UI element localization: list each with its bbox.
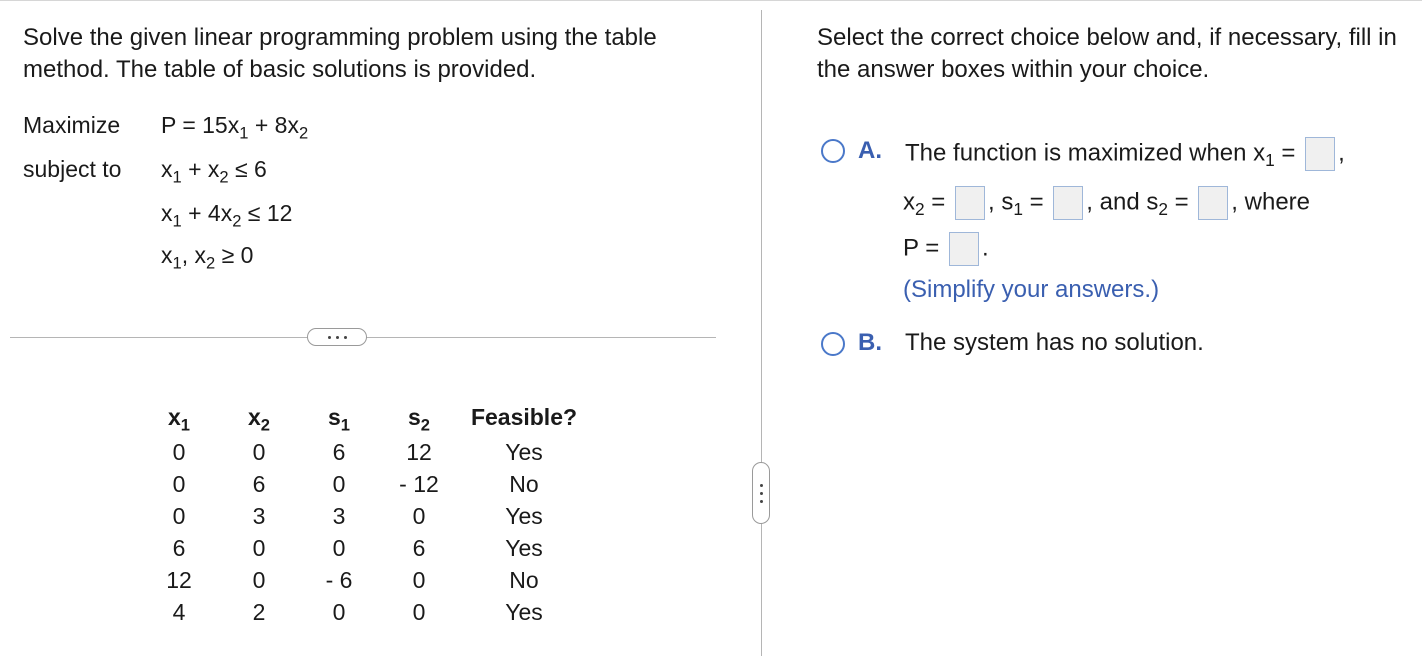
table-cell: 0: [412, 567, 426, 593]
option-a-letter: A.: [858, 137, 882, 164]
expand-more-button[interactable]: [307, 328, 367, 346]
table-cell: 0: [172, 439, 186, 465]
ellipsis-icon: [760, 484, 763, 487]
table-row: [139, 500, 589, 532]
option-a-line1: The function is maximized when $x_1$ = ,: [905, 137, 1345, 171]
constraint-2: $x_1 + 4x_2 \le 12$: [161, 200, 293, 231]
p-answer-box[interactable]: [949, 232, 979, 266]
table-cell: 6: [172, 535, 186, 561]
table-cell: 3: [252, 503, 266, 529]
table-header-row: [139, 398, 589, 436]
basic-solutions-table: [139, 398, 589, 628]
table-row: [139, 564, 589, 596]
table-cell: 12: [166, 567, 192, 593]
table-cell: 0: [252, 439, 266, 465]
x1-answer-box[interactable]: [1305, 137, 1335, 171]
option-a-radio[interactable]: [821, 139, 845, 163]
table-cell: Yes: [505, 535, 543, 561]
header-feasible: Feasible?: [470, 404, 578, 430]
table-cell: 0: [252, 535, 266, 561]
constraint-1: $x_1 + x_2 \le 6$: [161, 156, 267, 187]
problem-instructions: Solve the given linear programming problem using the table method. The table of basic solutions is provided.: [23, 24, 657, 83]
table-cell: 6: [252, 471, 266, 497]
header-x2: $x_2$: [248, 404, 270, 435]
table-row: [139, 596, 589, 628]
table-cell: 0: [412, 503, 426, 529]
table-cell: 6: [412, 535, 426, 561]
table-cell: 0: [172, 503, 186, 529]
table-cell: No: [509, 471, 539, 497]
header-s1: $s_1$: [328, 404, 350, 435]
ellipsis-icon: [328, 336, 331, 339]
table-cell: Yes: [505, 503, 543, 529]
table-row: [139, 468, 589, 500]
table-cell: Yes: [505, 439, 543, 465]
vertical-divider: [761, 10, 762, 656]
table-cell: 3: [332, 503, 346, 529]
maximize-label: Maximize: [23, 112, 121, 138]
header-s2: $s_2$: [408, 404, 430, 435]
option-b-text: The system has no solution.: [905, 329, 1204, 356]
table-cell: No: [509, 567, 539, 593]
objective-function: $P = 15x_1 + 8x_2$: [161, 112, 309, 143]
table-cell: 0: [332, 535, 346, 561]
table-cell: 0: [412, 599, 426, 625]
option-a-line3: P = .: [903, 232, 989, 266]
table-row: [139, 436, 589, 468]
pane-resize-handle[interactable]: [752, 462, 770, 524]
table-cell: 2: [252, 599, 266, 625]
table-cell: 0: [332, 471, 346, 497]
table-cell: 4: [172, 599, 186, 625]
table-cell: 6: [332, 439, 346, 465]
table-cell: 12: [406, 439, 432, 465]
x2-answer-box[interactable]: [955, 186, 985, 220]
s1-answer-box[interactable]: [1053, 186, 1083, 220]
table-cell: - 12: [399, 471, 439, 497]
constraint-nonneg: $x_1$, $x_2 \ge 0$: [161, 242, 254, 273]
table-cell: - 6: [325, 567, 353, 593]
s2-answer-box[interactable]: [1198, 186, 1228, 220]
table-cell: 0: [172, 471, 186, 497]
option-b-radio[interactable]: [821, 332, 845, 356]
table-cell: 0: [332, 599, 346, 625]
answer-instructions: Select the correct choice below and, if necessary, fill in the answer boxes within your choice.: [817, 24, 1397, 83]
simplify-note: (Simplify your answers.): [903, 276, 1160, 303]
table-row: [139, 532, 589, 564]
table-cell: 0: [252, 567, 266, 593]
top-border: [0, 0, 1422, 1]
option-a-line2: $x_2$ = , $s_1$ = , and $s_2$ = , where: [903, 186, 1310, 220]
header-x1: $x_1$: [168, 404, 190, 435]
option-b-letter: B.: [858, 329, 882, 356]
table-cell: Yes: [505, 599, 543, 625]
subject-to-label: subject to: [23, 156, 122, 182]
